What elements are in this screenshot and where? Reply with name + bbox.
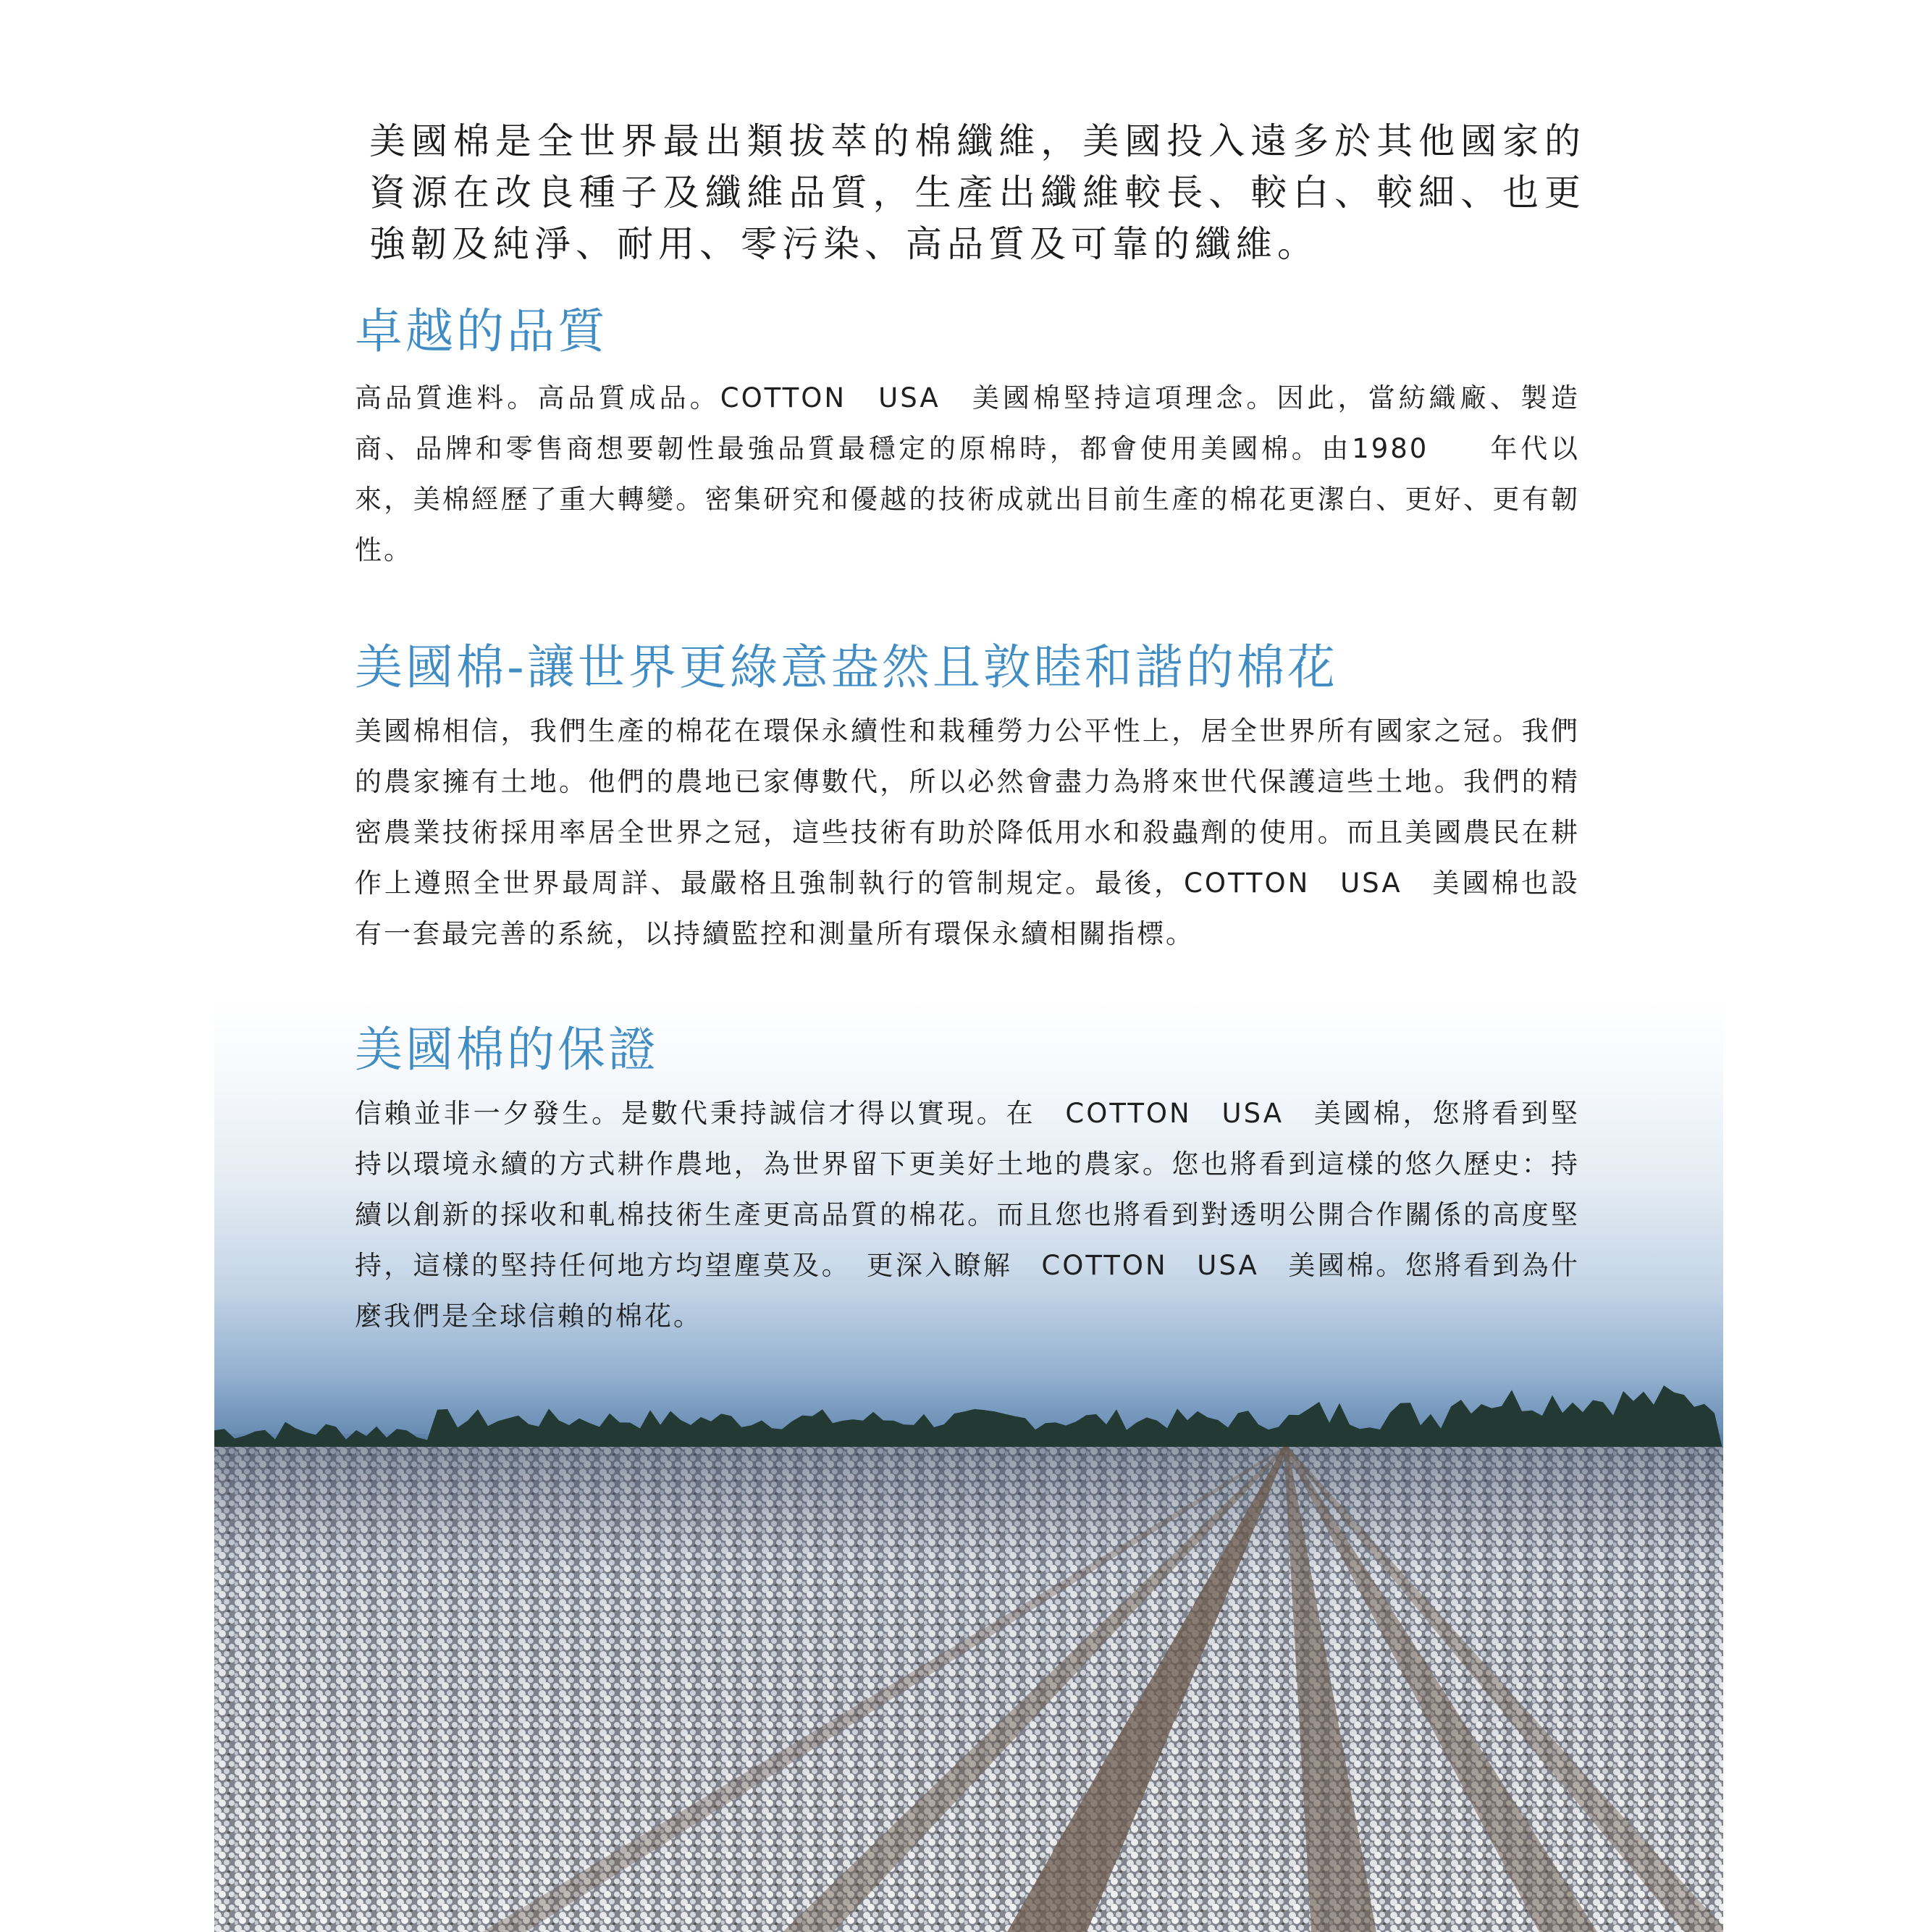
section-heading-quality: 卓越的品質 [355,303,608,359]
intro-paragraph: 美國棉是全世界最出類拔萃的棉纖維，美國投入遠多於其他國家的資源在改良種子及纖維品質，生產出纖維較長、較白、較細、也更強韌及純淨、耐用、零污染、高品質及可靠的纖維。 [369,120,1586,265]
section-body-guarantee: 信賴並非一夕發生。是數代秉持誠信才得以實現。在 COTTON USA 美國棉，您將看到堅持以環境永續的方式耕作農地，為世界留下更美好土地的農家。您也將看到這樣的悠久歷史：持續以創新的採收和軋棉技術生產更高品質的棉花。而且您也將看到對透明公開合作關係的高度堅持，這樣的堅持任何地方均望塵莫及。 更深入瞭解 COTTON USA 美國棉。您將看到為什麼我們是全球信賴的棉花。 [355,1098,1580,1332]
treeline [214,1385,1723,1452]
section-body-quality: 高品質進料。高品質成品。COTTON USA 美國棉堅持這項理念。因此，當紡織廠、製造商、品牌和零售商想要韌性最強品質最穩定的原棉時，都會使用美國棉。由1980 年代以來，美棉經歷了重大轉變。密集研究和優越的技術成就出目前生產的棉花更潔白、更好、更有韌性。 [355,382,1580,566]
section-body-sustainability: 美國棉相信，我們生產的棉花在環保永續性和栽種勞力公平性上，居全世界所有國家之冠。我們的農家擁有土地。他們的農地已家傳數代，所以必然會盡力為將來世代保護這些土地。我們的精密農業技術採用率居全世界之冠，這些技術有助於降低用水和殺蟲劑的使用。而且美國農民在耕作上遵照全世界最周詳、最嚴格且強制執行的管制規定。最後，COTTON USA 美國棉也設有一套最完善的系統，以持續監控和測量所有環保永續相關指標。 [355,715,1580,949]
treeline-silhouette [214,1385,1723,1452]
section-heading-sustainability: 美國棉-讓世界更綠意盎然且敦睦和諧的棉花 [355,639,1338,695]
section-heading-guarantee: 美國棉的保證 [355,1022,659,1078]
